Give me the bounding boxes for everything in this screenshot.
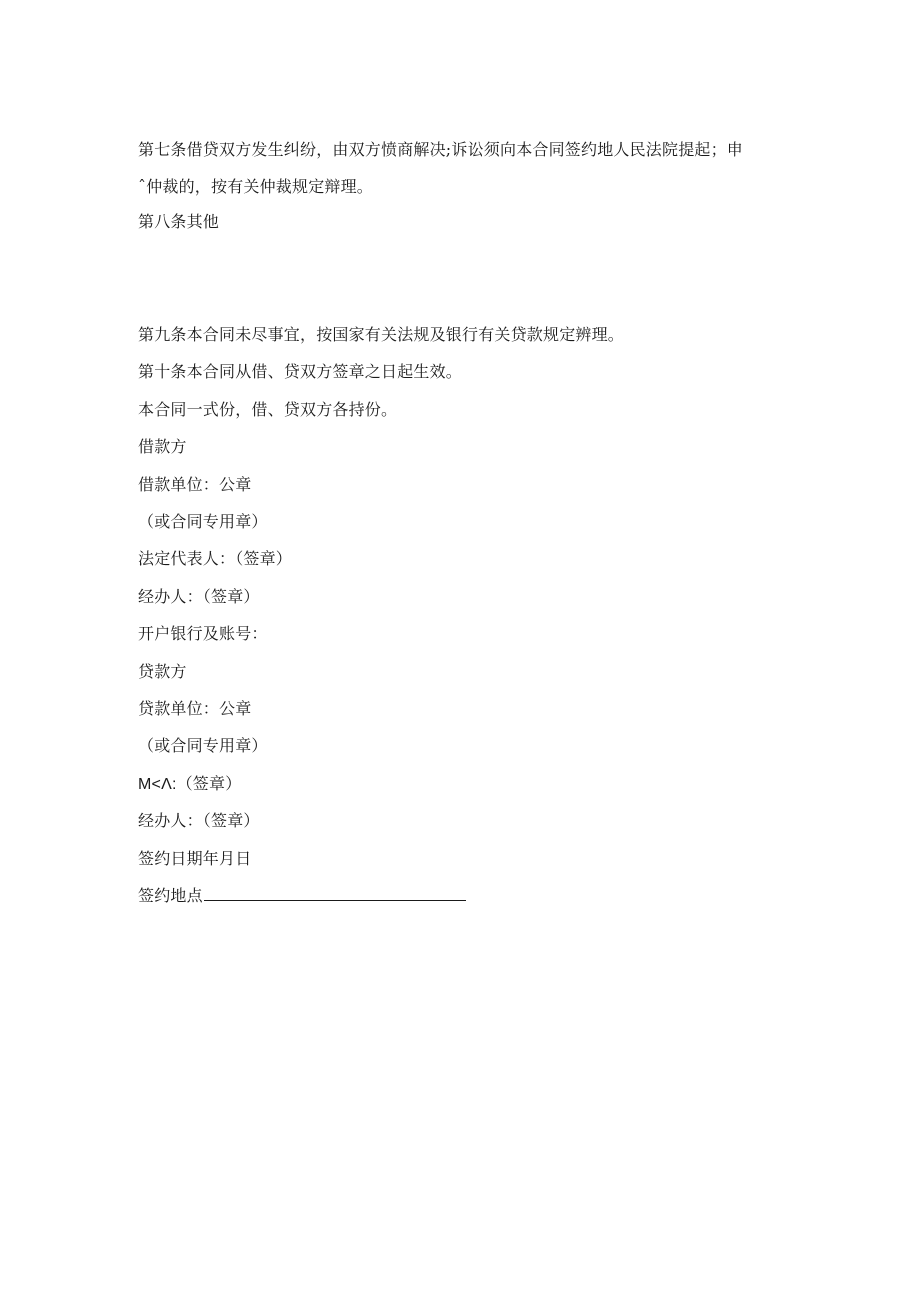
article-7-line-2: ˆ仲裁的，按有关仲裁规定辩理。	[138, 177, 374, 196]
lender-unit: 贷款单位：公章	[138, 699, 252, 718]
lender-handler: 经办人：（签章）	[138, 811, 260, 830]
sign-place	[138, 886, 466, 906]
lender-seal-note: （或合同专用章）	[138, 736, 268, 755]
borrower-bank-account: 开户银行及账号：	[138, 624, 268, 643]
article-7-line-1: 第七条借贷双方发生纠纷，由双方愤商解决;诉讼须向本合同签约地人民法院提起；申	[138, 140, 743, 159]
lender-legal-rep	[138, 774, 241, 795]
borrower-heading: 借款方	[138, 437, 187, 456]
article-10: 第十条本合同从借、贷双方签章之日起生效。	[138, 362, 463, 381]
article-8: 第八条其他	[138, 212, 220, 231]
lender-heading: 贷款方	[138, 662, 187, 681]
sign-date: 签约日期年月日	[138, 849, 252, 868]
borrower-legal-rep: 法定代表人：（签章）	[138, 549, 293, 568]
borrower-handler: 经办人：（签章）	[138, 587, 260, 606]
article-9: 第九条本合同未尽事宜，按国家有关法规及银行有关贷款规定辨理。	[138, 325, 625, 344]
sign-place-blank	[204, 886, 466, 901]
sign-place-label: 签约地点	[138, 886, 203, 905]
borrower-seal-note: （或合同专用章）	[138, 512, 268, 531]
borrower-unit: 借款单位：公章	[138, 475, 252, 494]
lender-legal-rep-suffix: （签章）	[176, 774, 242, 793]
copies-clause: 本合同一式份，借、贷双方各持份。	[138, 400, 398, 419]
lender-legal-rep-prefix: M<Λ:	[138, 776, 177, 793]
